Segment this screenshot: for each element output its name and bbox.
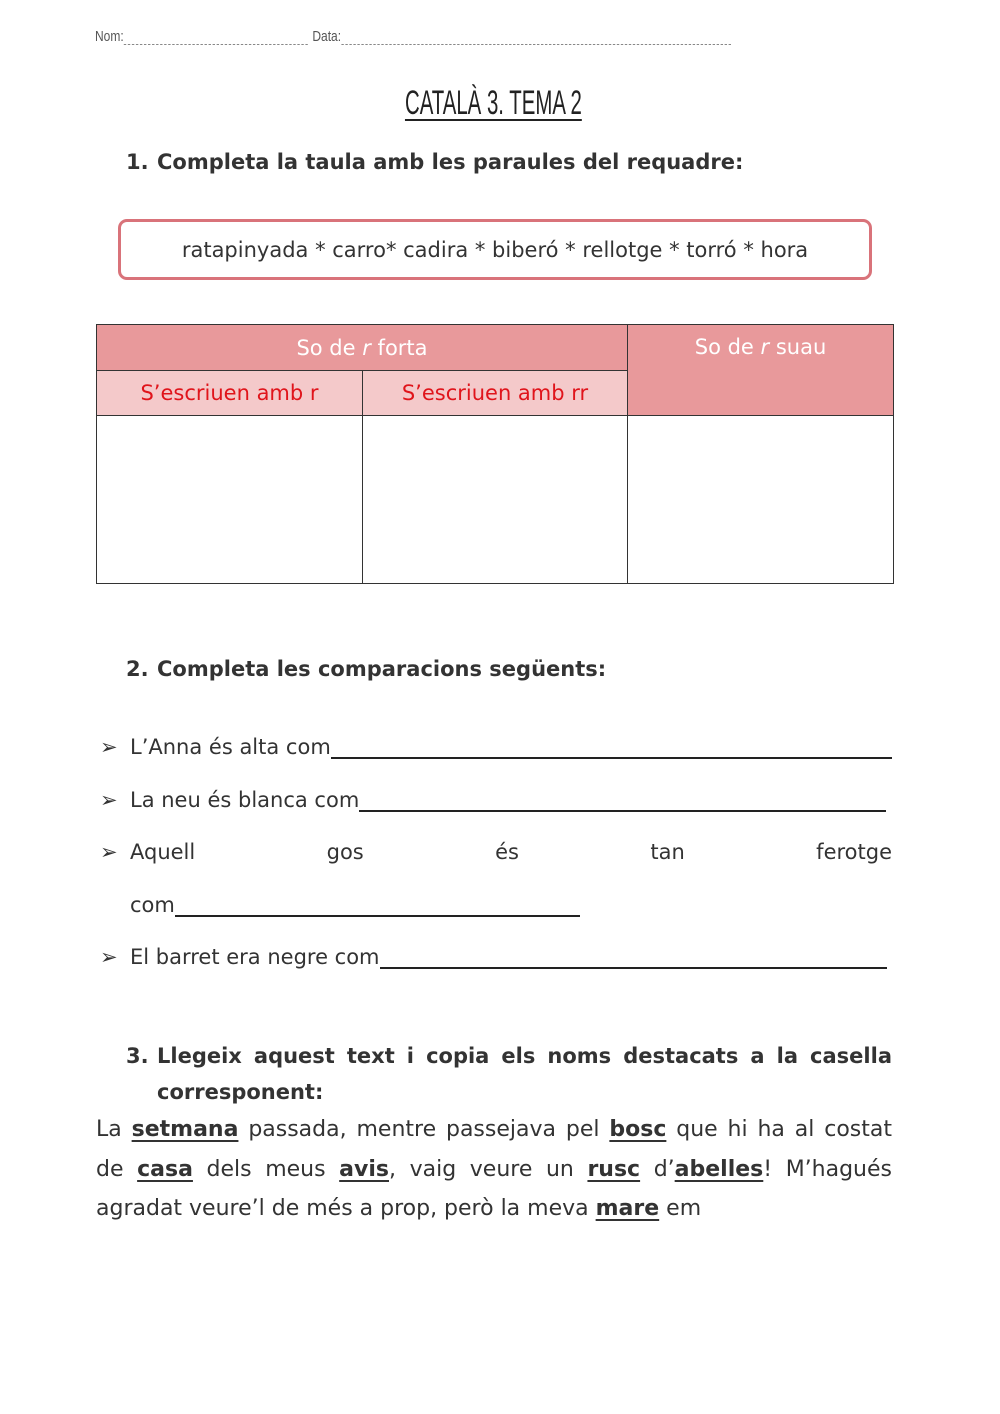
q2-text: Completa les comparacions següents: [157,657,607,681]
text-segment: em [659,1196,702,1221]
word-box: ratapinyada * carro* cadira * biberó * rellotge * torró * hora [118,219,872,280]
answer-cell-rr[interactable] [363,416,628,584]
name-label: Nom: [95,28,124,45]
text-segment: La [96,1117,132,1142]
highlighted-noun: rusc [587,1156,641,1182]
text-segment: passada, mentre passejava pel [238,1117,610,1142]
name-field[interactable] [124,30,308,45]
comparison-text: La neu és blanca com [130,788,360,812]
header-strong-r: So de r forta [97,325,628,371]
question-1 [126,150,743,174]
q2-number: 2. [126,657,149,681]
highlighted-noun: casa [137,1156,193,1182]
comparison-text: com [130,893,175,917]
arrow-bullet-icon: ➢ [100,945,118,969]
arrow-bullet-icon: ➢ [100,840,118,864]
arrow-bullet-icon: ➢ [100,788,118,812]
highlighted-noun: mare [595,1196,660,1221]
highlighted-noun: bosc [609,1117,667,1142]
date-label: Data: [312,28,342,45]
header-col-r: S’escriuen amb r [97,371,363,416]
text-segment: d’ [640,1156,675,1182]
highlighted-noun: avis [339,1156,389,1182]
comparison-item [100,735,892,759]
header-soft-r: So de r suau [628,325,894,416]
comparison-item [100,788,886,812]
reading-text [96,1110,892,1229]
name-date-header [95,28,731,45]
arrow-bullet-icon: ➢ [100,735,118,759]
text-segment: ! M’hagués agradat veure’l de més a prop, però la meva [96,1156,892,1221]
answer-line[interactable] [175,893,580,917]
highlighted-noun: setmana [131,1117,239,1142]
comparison-text: L’Anna és alta com [130,735,331,759]
comparison-item [100,840,892,864]
text-segment: que hi ha al costat de [96,1117,893,1182]
title-text: CATALÀ 3. TEMA 2 [404,84,582,122]
header-col-rr: S’escriuen amb rr [363,371,628,416]
answer-cell-soft[interactable] [628,416,894,584]
comparison-item-continued [130,893,580,917]
q3-number: 3. [126,1044,149,1068]
comparison-text: Aquell gos és tan ferotge [130,840,892,864]
comparison-text: El barret era negre com [130,945,380,969]
question-3 [126,1038,892,1110]
page-title [0,84,986,123]
answer-line[interactable] [359,788,886,812]
date-field[interactable] [341,30,731,45]
comparison-item [100,945,887,969]
answer-line[interactable] [380,945,887,969]
q1-text: Completa la taula amb les paraules del requadre: [157,150,744,174]
answer-line[interactable] [331,735,892,759]
q3-text: Llegeix aquest text i copia els noms destacats a la casella corresponent: [157,1044,892,1104]
answer-cell-r[interactable] [97,416,363,584]
text-segment: dels meus [192,1156,340,1182]
sort-table [96,324,894,584]
q1-number: 1. [126,150,149,174]
text-segment: , vaig veure un [389,1156,588,1182]
highlighted-noun: abelles [674,1156,764,1182]
question-2 [126,657,606,681]
